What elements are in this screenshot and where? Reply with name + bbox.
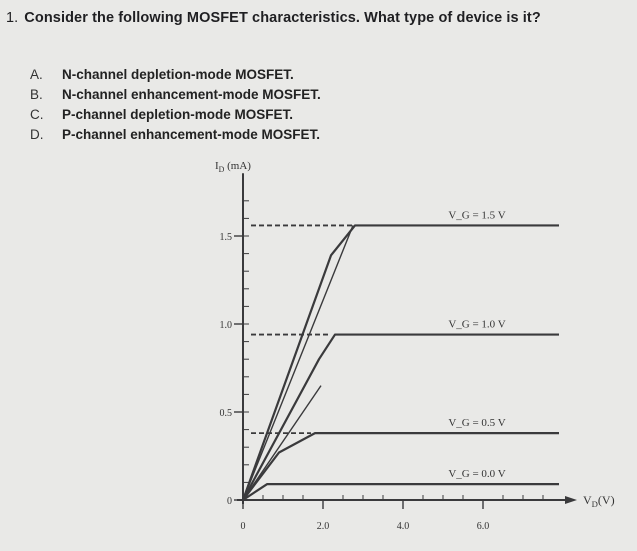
- question-number: 1.: [6, 10, 19, 26]
- option-letter: A.: [30, 66, 43, 82]
- series-line: [243, 225, 559, 500]
- option-text: P-channel enhancement-mode MOSFET.: [62, 126, 321, 142]
- series-line: [243, 335, 559, 500]
- x-tick-label: 2.0: [316, 521, 330, 532]
- y-tick-label: 0.5: [219, 408, 232, 419]
- series-label: V_G = 1.5 V: [448, 209, 506, 222]
- series-label: V_G = 0.5 V: [448, 417, 506, 430]
- option-letter: C.: [30, 106, 44, 122]
- x-tick-label: 6.0: [476, 521, 490, 532]
- y-tick-label: 1.5: [219, 232, 232, 243]
- y-tick-label: 1.0: [219, 320, 232, 331]
- series-label: V_G = 1.0 V: [448, 318, 506, 331]
- option-text: N-channel depletion-mode MOSFET.: [62, 66, 294, 82]
- x-tick-label: 4.0: [396, 521, 410, 532]
- option-text: P-channel depletion-mode MOSFET.: [62, 106, 294, 122]
- series-label: V_G = 0.0 V: [448, 468, 506, 481]
- option-text: N-channel enhancement-mode MOSFET.: [62, 86, 321, 102]
- series-line: [243, 484, 559, 500]
- y-axis-label: $I_D$ (mA): [215, 160, 251, 175]
- y-tick-label: 0: [227, 496, 232, 507]
- option-letter: B.: [30, 86, 43, 102]
- series-line: [243, 433, 559, 500]
- option-letter: D.: [30, 126, 44, 142]
- x-tick-label: 0: [240, 521, 246, 532]
- x-axis-label: $V_D(V)$: [583, 493, 615, 509]
- boundary-line: [243, 225, 353, 500]
- question-text: Consider the following MOSFET characteristics. What type of device is it?: [24, 10, 541, 26]
- x-axis-arrow: [565, 496, 577, 504]
